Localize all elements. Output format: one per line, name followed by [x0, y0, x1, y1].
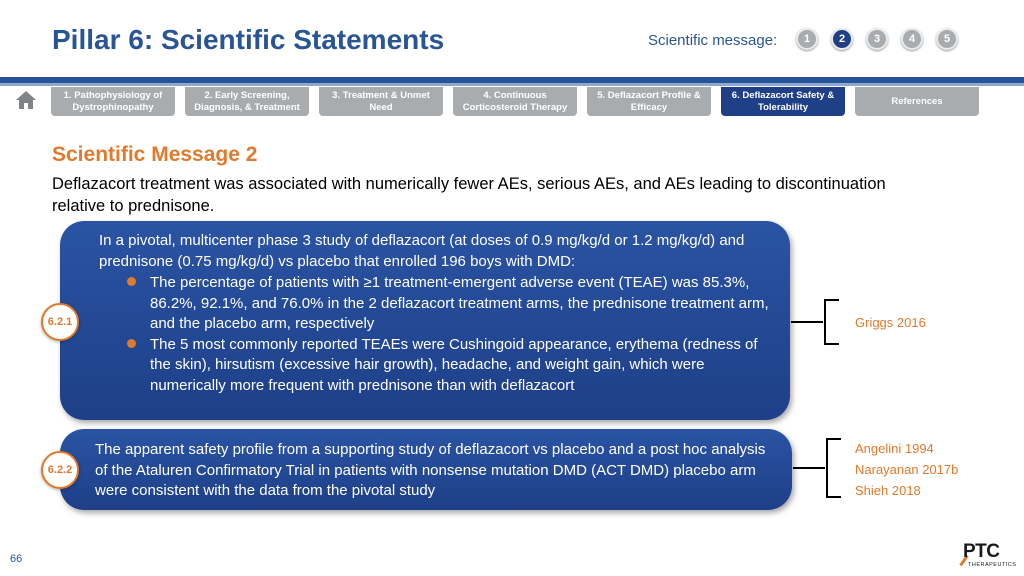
reference-link[interactable]: Narayanan 2017b: [855, 462, 959, 477]
logo-text: PTC: [963, 541, 1000, 562]
reference-link[interactable]: Griggs 2016: [855, 315, 926, 330]
references-6-2-2: [855, 438, 958, 501]
statement-box-6-2-1: [60, 221, 790, 420]
reference-link[interactable]: Angelini 1994: [855, 441, 934, 456]
message-1-button[interactable]: 1: [796, 28, 818, 50]
page-title: Pillar 6: Scientific Statements: [52, 24, 445, 55]
ptc-therapeutics-logo: [955, 541, 1015, 571]
logo-subtext: THERAPEUTICS: [968, 562, 1017, 568]
reference-link[interactable]: Shieh 2018: [855, 483, 921, 498]
statement-intro: In a pivotal, multicenter phase 3 study of deflazacort (at doses of 0.9 mg/kg/d or 1.2 mg/kg/d) and prednisone (0.75 mg/kg/d) vs placebo that enrolled 196 boys with DMD:: [99, 232, 745, 270]
message-5-button[interactable]: 5: [936, 28, 958, 50]
scientific-message-label: Scientific message:: [648, 32, 778, 49]
section-tabs: [51, 87, 979, 116]
reference-bracket-1: [791, 298, 841, 346]
tab-references[interactable]: References: [855, 87, 979, 116]
message-4-button[interactable]: 4: [901, 28, 923, 50]
statement-id-badge-6-2-1: 6.2.1: [41, 303, 79, 341]
page-number: 66: [10, 553, 23, 565]
statement-bullets: [99, 273, 770, 396]
statement-box-6-2-2: [60, 429, 792, 510]
bullet-item: The 5 most commonly reported TEAEs were Cushingoid appearance, erythema (redness of the skin), hirsutism (excessive hair growth), headache, and weight gain, which were numerically more frequent with prednisone than with deflazacort: [99, 335, 770, 397]
message-3-button[interactable]: 3: [866, 28, 888, 50]
tab-deflazacort-safety[interactable]: 6. Deflazacort Safety & Tolerability: [721, 87, 845, 116]
statement-intro: The apparent safety profile from a supporting study of deflazacort vs placebo and a post hoc analysis of the Ataluren Confirmatory Trial in patients with nonsense mutation DMD (ACT DMD) placebo arm were consistent with the data from the pivotal study: [95, 441, 766, 499]
tab-deflazacort-profile[interactable]: 5. Deflazacort Profile & Efficacy: [587, 87, 711, 116]
tab-corticosteroid-therapy[interactable]: 4. Continuous Corticosteroid Therapy: [453, 87, 577, 116]
scientific-message-description: Deflazacort treatment was associated with numerically fewer AEs, serious AEs, and AEs leading to discontinuation relative to prednisone.: [52, 175, 886, 215]
tab-treatment-unmet-need[interactable]: 3. Treatment & Unmet Need: [319, 87, 443, 116]
scientific-message-selector: [796, 28, 958, 50]
home-icon[interactable]: [15, 90, 37, 110]
bullet-item: The percentage of patients with ≥1 treatment-emergent adverse event (TEAE) was 85.3%, 86.2%, 92.1%, and 76.0% in the 2 deflazacort treatment arms, the prednisone treatment arm, and the placebo arm, respectively: [99, 273, 770, 335]
tab-pathophysiology[interactable]: 1. Pathophysiology of Dystrophinopathy: [51, 87, 175, 116]
message-2-button[interactable]: 2: [831, 28, 853, 50]
scientific-message-title: Scientific Message 2: [52, 143, 258, 166]
reference-bracket-2: [793, 437, 843, 499]
statement-id-badge-6-2-2: 6.2.2: [41, 451, 79, 489]
references-6-2-1: [855, 312, 926, 333]
header-divider-light: [0, 83, 1024, 86]
tab-early-screening[interactable]: 2. Early Screening, Diagnosis, & Treatment: [185, 87, 309, 116]
